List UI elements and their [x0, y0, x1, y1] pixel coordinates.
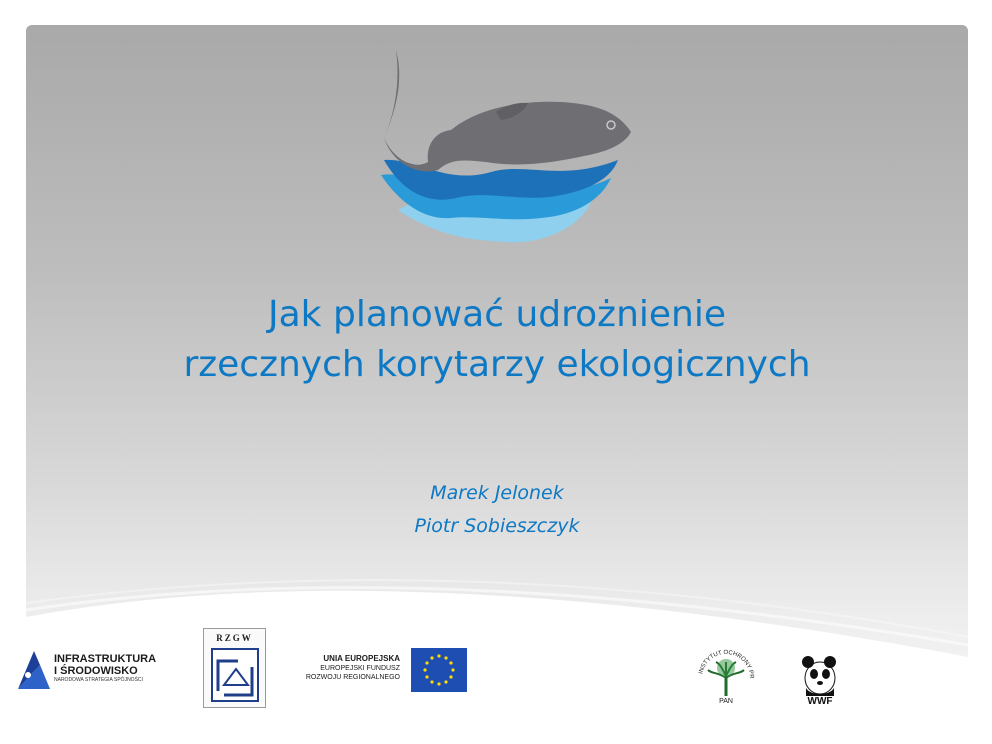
eu-line-2: EUROPEJSKI FUNDUSZ — [320, 665, 400, 672]
title-line-2: rzecznych korytarzy ekologicznych — [183, 344, 811, 385]
eu-line-1: UNIA EUROPEJSKA — [323, 654, 400, 663]
iop-arc-text: INSTYTUT OCHRONY PR — [698, 649, 755, 679]
eu-line-3: ROZWOJU REGIONALNEGO — [305, 674, 400, 681]
wwf-logo — [798, 652, 842, 708]
infrastruktura-logo — [14, 645, 199, 695]
eu-flag-icon — [411, 648, 467, 692]
panda-icon — [798, 652, 842, 696]
infrastruktura-line-3: NARODOWA STRATEGIA SPÓJNOŚCI — [54, 677, 143, 683]
rzgw-emblem-icon — [210, 647, 260, 703]
iop-pan-logo — [690, 648, 762, 710]
infrastruktura-line-2: I ŚRODOWISKO — [54, 665, 138, 677]
eu-logo — [290, 648, 490, 694]
author-1: Marek Jelonek — [430, 482, 564, 504]
iop-pan-label: PAN — [719, 698, 733, 705]
author-2: Piotr Sobieszczyk — [414, 515, 580, 537]
infrastruktura-line-1: INFRASTRUKTURA — [54, 653, 157, 665]
rzgw-logo — [203, 628, 266, 708]
rzgw-label: RZGW — [216, 633, 253, 643]
infrastruktura-emblem-icon — [14, 645, 54, 695]
wwf-label: WWF — [807, 696, 833, 707]
title-line-1: Jak planować udrożnienie — [268, 294, 726, 335]
iop-tree-icon — [690, 648, 762, 700]
